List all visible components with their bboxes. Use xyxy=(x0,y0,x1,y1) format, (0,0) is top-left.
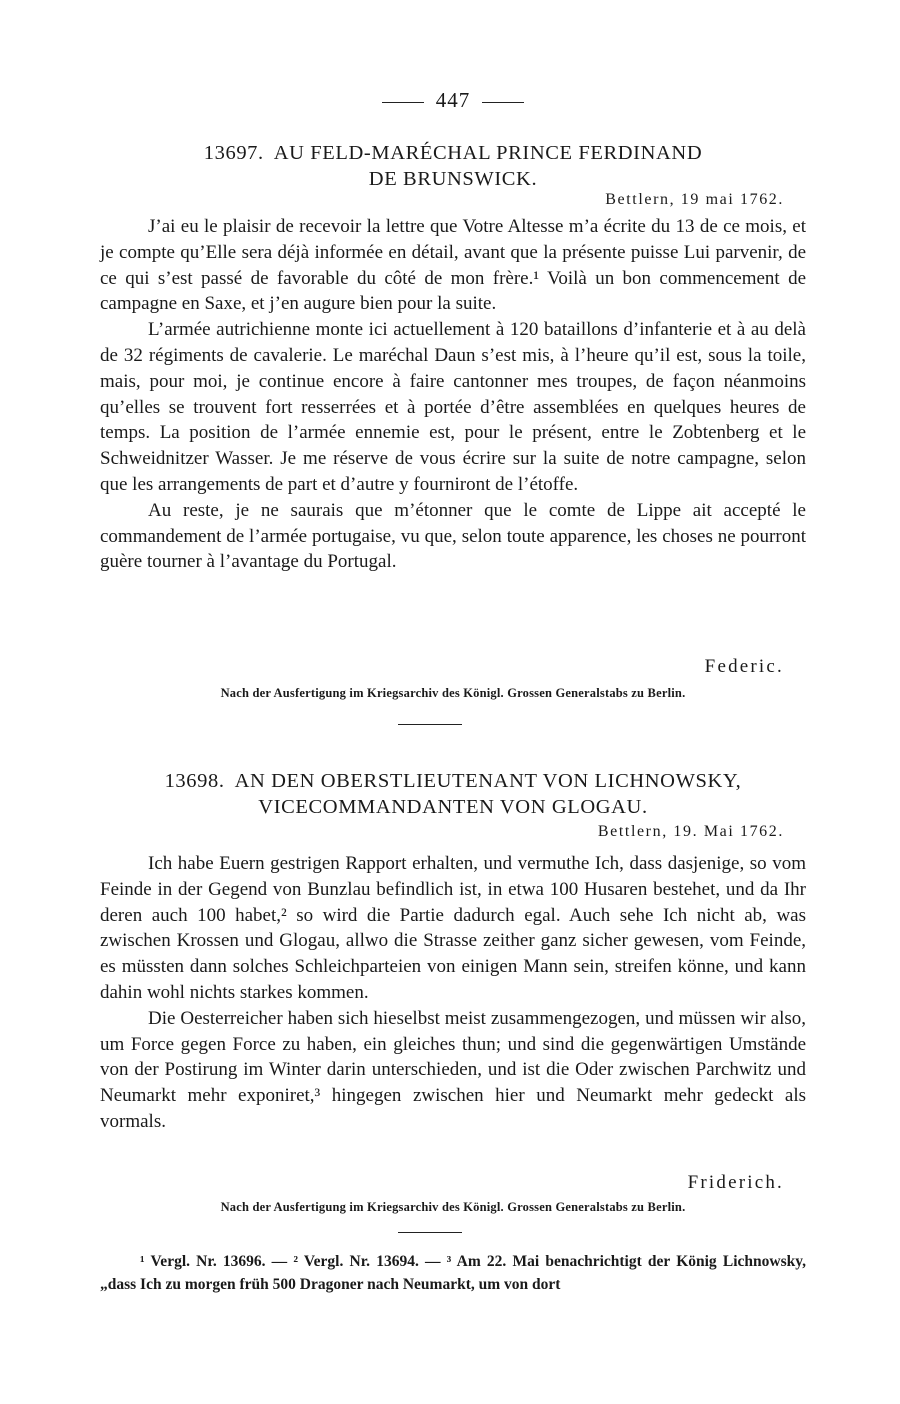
letter-title-line1: AN DEN OBERSTLIEUTENANT VON LICHNOWSKY, xyxy=(234,770,742,792)
letter-title-line2: VICECOMMANDANTEN VON GLOGAU. xyxy=(258,796,648,818)
signature: Federic. xyxy=(704,656,784,677)
letter-heading-13697-line2 xyxy=(100,166,806,192)
letter-heading-13697 xyxy=(100,140,806,166)
place-date: Bettlern, 19. Mai 1762. xyxy=(597,823,784,840)
page-number: 447 xyxy=(435,88,471,112)
signature: Friderich. xyxy=(687,1172,784,1193)
place-date: Bettlern, 19 mai 1762. xyxy=(605,191,784,208)
rule-right xyxy=(482,102,524,103)
source-note: Nach der Ausfertigung im Kriegsarchiv des Königl. Grossen Generalstabs zu Berlin. xyxy=(220,686,686,700)
paragraph: Au reste, je ne saurais que m’étonner que le comte de Lippe ait accepté le commandement de l’armée portugaise, vu que, selon toute apparence, les choses ne pourront guère tourner à l’avantage du Portugal. xyxy=(100,499,806,573)
letter-body-13697 xyxy=(100,214,806,575)
letter-heading-13698-line2 xyxy=(100,794,806,820)
footnote-text: ¹ Vergl. Nr. 13696. — ² Vergl. Nr. 13694. — ³ Am 22. Mai benachrichtigt der König Lichnowsky, „dass Ich zu morgen früh 500 Dragoner nach Neumarkt, um von dort xyxy=(100,1253,806,1293)
paragraph: Die Oesterreicher haben sich hieselbst meist zusammengezogen, und müssen wir also, um Force gegen Force zu haben, ein gleiches thun; und sind die gegenwärtigen Umstände von der Postirung im Winter darin unterschieden, und ist die Oder zwischen Parchwitz und Neumarkt mehr exponiret,³ hingegen zwischen hier und Neumarkt mehr gedeckt als vormals. xyxy=(100,1007,806,1132)
letter-title-line1: AU FELD-MARÉCHAL PRINCE FERDINAND xyxy=(273,142,703,164)
letter-number: 13698. xyxy=(164,770,225,792)
paragraph: Ich habe Euern gestrigen Rapport erhalten, und vermuthe Ich, dass dasjenige, so vom Feinde in der Gegend von Bunzlau befindlich ist, in etwa 100 Husaren bestehet, und da Ihr deren auch 100 habet,² so wird die Partie dadurch egal. Auch sehe Ich nicht ab, was zwischen Krossen und Glogau, allwo die Strasse zeither ganz sicher gewesen, vom Feinde, es müssten dann solches Schleichparteien von einigen Mann sein, streifen könne, und kann dahin wohl nichts starkes kommen. xyxy=(100,853,806,1003)
letter-number: 13697. xyxy=(203,142,264,164)
separator-rule xyxy=(398,1232,462,1233)
letter-heading-13698 xyxy=(100,768,806,794)
rule-left xyxy=(382,102,424,103)
separator-rule xyxy=(398,724,462,725)
paragraph: L’armée autrichienne monte ici actuellement à 120 bataillons d’infanterie et à au delà de 32 régiments de cavalerie. Le maréchal Daun s’est mis, à l’heure qu’il est, sous la toile, mais, pour moi, je continue encore à faire cantonner mes troupes, de façon néanmoins qu’elles se trouvent fort resserrées et à portée d’être assemblées en quelques heures de temps. La position de l’armée ennemie est, pour le présent, entre le Zobtenberg et le Schweidnitzer Wasser. Je me réserve de vous écrire sur la suite de notre campagne, selon que les arrangements de part et d’autre y fourniront de l’étoffe. xyxy=(100,319,806,495)
page-number-line xyxy=(100,88,806,113)
footnotes xyxy=(100,1250,806,1296)
letter-body-13698 xyxy=(100,851,806,1135)
letter-title-line2: DE BRUNSWICK. xyxy=(368,168,538,190)
source-note: Nach der Ausfertigung im Kriegsarchiv des Königl. Grossen Generalstabs zu Berlin. xyxy=(220,1200,686,1214)
paragraph: J’ai eu le plaisir de recevoir la lettre que Votre Altesse m’a écrite du 13 de ce mois, et je compte qu’Elle sera déjà informée en détail, avant que la présente puisse Lui parvenir, de ce qui s’est passé de favorable du côté de mon frère.¹ Voilà un bon commencement de campagne en Saxe, et j’en augure bien pour la suite. xyxy=(100,216,806,315)
